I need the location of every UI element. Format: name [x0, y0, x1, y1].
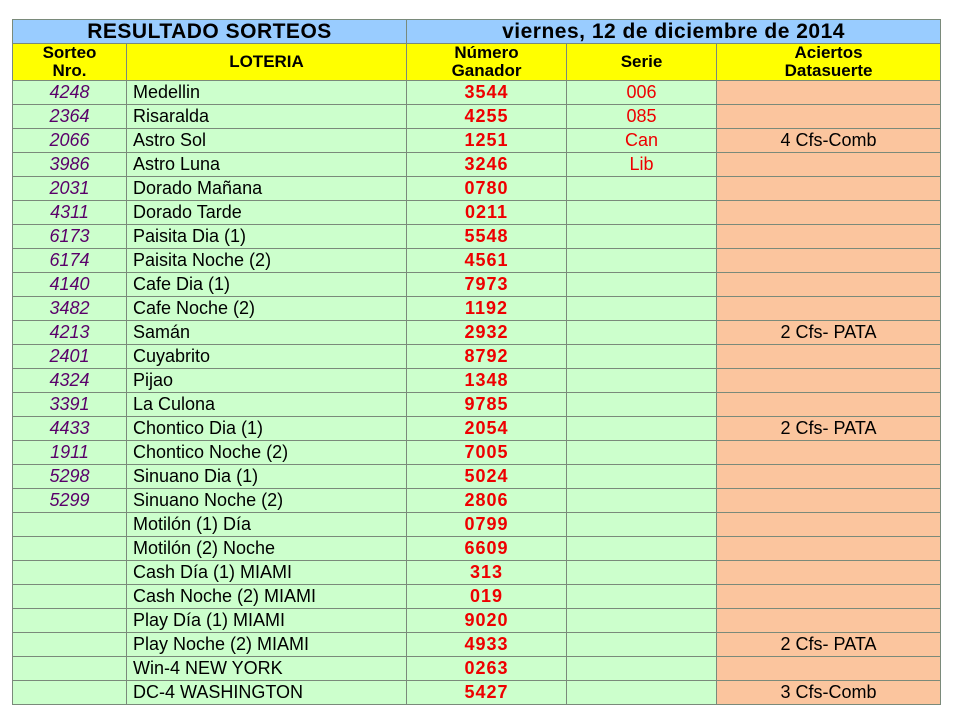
cell-loteria: Dorado Tarde	[127, 201, 407, 225]
cell-numero-ganador: 0211	[407, 201, 567, 225]
table-row	[13, 489, 941, 513]
header-aciertos	[717, 44, 941, 81]
cell-serie	[567, 225, 717, 249]
cell-numero-ganador: 4255	[407, 105, 567, 129]
cell-numero-ganador: 5024	[407, 465, 567, 489]
table-row	[13, 441, 941, 465]
cell-serie	[567, 513, 717, 537]
table-row	[13, 321, 941, 345]
header-sorteo	[13, 44, 127, 81]
cell-loteria: Sinuano Dia (1)	[127, 465, 407, 489]
cell-loteria: Chontico Dia (1)	[127, 417, 407, 441]
cell-aciertos	[717, 249, 941, 273]
table-row	[13, 657, 941, 681]
cell-serie	[567, 201, 717, 225]
cell-sorteo	[13, 561, 127, 585]
cell-loteria: Cash Día (1) MIAMI	[127, 561, 407, 585]
cell-aciertos	[717, 585, 941, 609]
table-row	[13, 633, 941, 657]
cell-loteria: Cash Noche (2) MIAMI	[127, 585, 407, 609]
sheet-date: viernes, 12 de diciembre de 2014	[407, 20, 941, 44]
cell-numero-ganador: 2054	[407, 417, 567, 441]
cell-serie	[567, 393, 717, 417]
cell-aciertos	[717, 513, 941, 537]
cell-numero-ganador: 4933	[407, 633, 567, 657]
cell-numero-ganador: 019	[407, 585, 567, 609]
cell-serie	[567, 297, 717, 321]
table-row	[13, 609, 941, 633]
table-row	[13, 681, 941, 705]
cell-sorteo: 2066	[13, 129, 127, 153]
cell-aciertos	[717, 81, 941, 105]
cell-serie	[567, 249, 717, 273]
cell-aciertos	[717, 369, 941, 393]
cell-serie: 006	[567, 81, 717, 105]
results-table-body	[13, 20, 941, 705]
table-row	[13, 297, 941, 321]
cell-aciertos	[717, 393, 941, 417]
cell-sorteo: 4140	[13, 273, 127, 297]
cell-aciertos	[717, 153, 941, 177]
cell-sorteo	[13, 609, 127, 633]
cell-numero-ganador: 0780	[407, 177, 567, 201]
cell-serie	[567, 633, 717, 657]
cell-aciertos	[717, 177, 941, 201]
cell-numero-ganador: 313	[407, 561, 567, 585]
cell-sorteo	[13, 633, 127, 657]
table-row	[13, 249, 941, 273]
cell-serie: Can	[567, 129, 717, 153]
cell-sorteo: 3391	[13, 393, 127, 417]
cell-numero-ganador: 2932	[407, 321, 567, 345]
header-aciertos-line2: Datasuerte	[784, 61, 873, 80]
cell-numero-ganador: 9020	[407, 609, 567, 633]
cell-loteria: Medellin	[127, 81, 407, 105]
table-row	[13, 273, 941, 297]
table-row	[13, 585, 941, 609]
cell-numero-ganador: 7005	[407, 441, 567, 465]
table-row	[13, 513, 941, 537]
cell-loteria: Paisita Dia (1)	[127, 225, 407, 249]
cell-numero-ganador: 5427	[407, 681, 567, 705]
table-row	[13, 153, 941, 177]
cell-numero-ganador: 9785	[407, 393, 567, 417]
cell-numero-ganador: 5548	[407, 225, 567, 249]
cell-numero-ganador: 3544	[407, 81, 567, 105]
cell-loteria: Play Día (1) MIAMI	[127, 609, 407, 633]
table-row	[13, 201, 941, 225]
cell-sorteo	[13, 681, 127, 705]
cell-numero-ganador: 1251	[407, 129, 567, 153]
cell-serie	[567, 609, 717, 633]
header-row	[13, 44, 941, 81]
header-sorteo-line1: Sorteo	[42, 43, 97, 62]
cell-loteria: Risaralda	[127, 105, 407, 129]
cell-aciertos: 2 Cfs- PATA	[717, 417, 941, 441]
cell-serie	[567, 657, 717, 681]
cell-aciertos	[717, 105, 941, 129]
cell-numero-ganador: 8792	[407, 345, 567, 369]
table-row	[13, 417, 941, 441]
cell-sorteo: 5299	[13, 489, 127, 513]
cell-aciertos	[717, 273, 941, 297]
header-numero-line1: Número	[454, 43, 519, 62]
cell-numero-ganador: 1348	[407, 369, 567, 393]
cell-sorteo: 6174	[13, 249, 127, 273]
cell-sorteo: 3482	[13, 297, 127, 321]
cell-sorteo: 4433	[13, 417, 127, 441]
table-row	[13, 393, 941, 417]
cell-serie: 085	[567, 105, 717, 129]
cell-loteria: DC-4 WASHINGTON	[127, 681, 407, 705]
sheet-title: RESULTADO SORTEOS	[13, 20, 407, 44]
cell-aciertos: 2 Cfs- PATA	[717, 321, 941, 345]
cell-loteria: Motilón (1) Día	[127, 513, 407, 537]
table-row	[13, 561, 941, 585]
cell-sorteo: 4213	[13, 321, 127, 345]
cell-sorteo	[13, 657, 127, 681]
cell-serie	[567, 489, 717, 513]
cell-aciertos: 3 Cfs-Comb	[717, 681, 941, 705]
cell-loteria: Astro Luna	[127, 153, 407, 177]
cell-loteria: Astro Sol	[127, 129, 407, 153]
cell-numero-ganador: 2806	[407, 489, 567, 513]
header-aciertos-line1: Aciertos	[794, 43, 863, 62]
cell-sorteo	[13, 537, 127, 561]
cell-loteria: Dorado Mañana	[127, 177, 407, 201]
header-numero	[407, 44, 567, 81]
cell-serie	[567, 417, 717, 441]
table-row	[13, 129, 941, 153]
cell-aciertos	[717, 657, 941, 681]
header-sorteo-line2: Nro.	[52, 61, 87, 80]
cell-serie: Lib	[567, 153, 717, 177]
cell-loteria: Motilón (2) Noche	[127, 537, 407, 561]
cell-serie	[567, 321, 717, 345]
table-row	[13, 177, 941, 201]
cell-aciertos	[717, 345, 941, 369]
cell-numero-ganador: 0799	[407, 513, 567, 537]
cell-serie	[567, 561, 717, 585]
cell-serie	[567, 345, 717, 369]
cell-sorteo: 2401	[13, 345, 127, 369]
table-row	[13, 81, 941, 105]
cell-numero-ganador: 7973	[407, 273, 567, 297]
cell-serie	[567, 585, 717, 609]
cell-numero-ganador: 1192	[407, 297, 567, 321]
cell-loteria: Play Noche (2) MIAMI	[127, 633, 407, 657]
cell-aciertos	[717, 225, 941, 249]
cell-aciertos	[717, 297, 941, 321]
cell-serie	[567, 369, 717, 393]
cell-loteria: Cuyabrito	[127, 345, 407, 369]
cell-serie	[567, 537, 717, 561]
header-serie: Serie	[567, 44, 717, 81]
cell-aciertos	[717, 609, 941, 633]
cell-serie	[567, 177, 717, 201]
cell-loteria: Paisita Noche (2)	[127, 249, 407, 273]
results-table	[12, 19, 941, 705]
cell-loteria: Cafe Noche (2)	[127, 297, 407, 321]
cell-sorteo: 4324	[13, 369, 127, 393]
cell-aciertos	[717, 489, 941, 513]
table-row	[13, 225, 941, 249]
cell-aciertos	[717, 561, 941, 585]
cell-sorteo: 4311	[13, 201, 127, 225]
header-numero-line2: Ganador	[451, 61, 522, 80]
cell-loteria: Pijao	[127, 369, 407, 393]
cell-aciertos: 4 Cfs-Comb	[717, 129, 941, 153]
cell-sorteo: 5298	[13, 465, 127, 489]
cell-sorteo: 2031	[13, 177, 127, 201]
cell-sorteo: 1911	[13, 441, 127, 465]
cell-aciertos	[717, 465, 941, 489]
cell-aciertos: 2 Cfs- PATA	[717, 633, 941, 657]
cell-loteria: Win-4 NEW YORK	[127, 657, 407, 681]
cell-numero-ganador: 0263	[407, 657, 567, 681]
cell-sorteo: 2364	[13, 105, 127, 129]
cell-serie	[567, 681, 717, 705]
cell-numero-ganador: 4561	[407, 249, 567, 273]
table-row	[13, 465, 941, 489]
cell-sorteo: 6173	[13, 225, 127, 249]
cell-aciertos	[717, 441, 941, 465]
cell-serie	[567, 441, 717, 465]
cell-sorteo	[13, 513, 127, 537]
cell-serie	[567, 465, 717, 489]
header-loteria: LOTERIA	[127, 44, 407, 81]
cell-sorteo: 4248	[13, 81, 127, 105]
cell-numero-ganador: 3246	[407, 153, 567, 177]
cell-sorteo: 3986	[13, 153, 127, 177]
cell-loteria: Samán	[127, 321, 407, 345]
table-row	[13, 537, 941, 561]
cell-numero-ganador: 6609	[407, 537, 567, 561]
cell-loteria: Chontico Noche (2)	[127, 441, 407, 465]
table-row	[13, 105, 941, 129]
cell-loteria: Sinuano Noche (2)	[127, 489, 407, 513]
cell-aciertos	[717, 201, 941, 225]
cell-sorteo	[13, 585, 127, 609]
cell-loteria: Cafe Dia (1)	[127, 273, 407, 297]
cell-serie	[567, 273, 717, 297]
table-row	[13, 369, 941, 393]
cell-loteria: La Culona	[127, 393, 407, 417]
cell-aciertos	[717, 537, 941, 561]
table-row	[13, 345, 941, 369]
title-row	[13, 20, 941, 44]
